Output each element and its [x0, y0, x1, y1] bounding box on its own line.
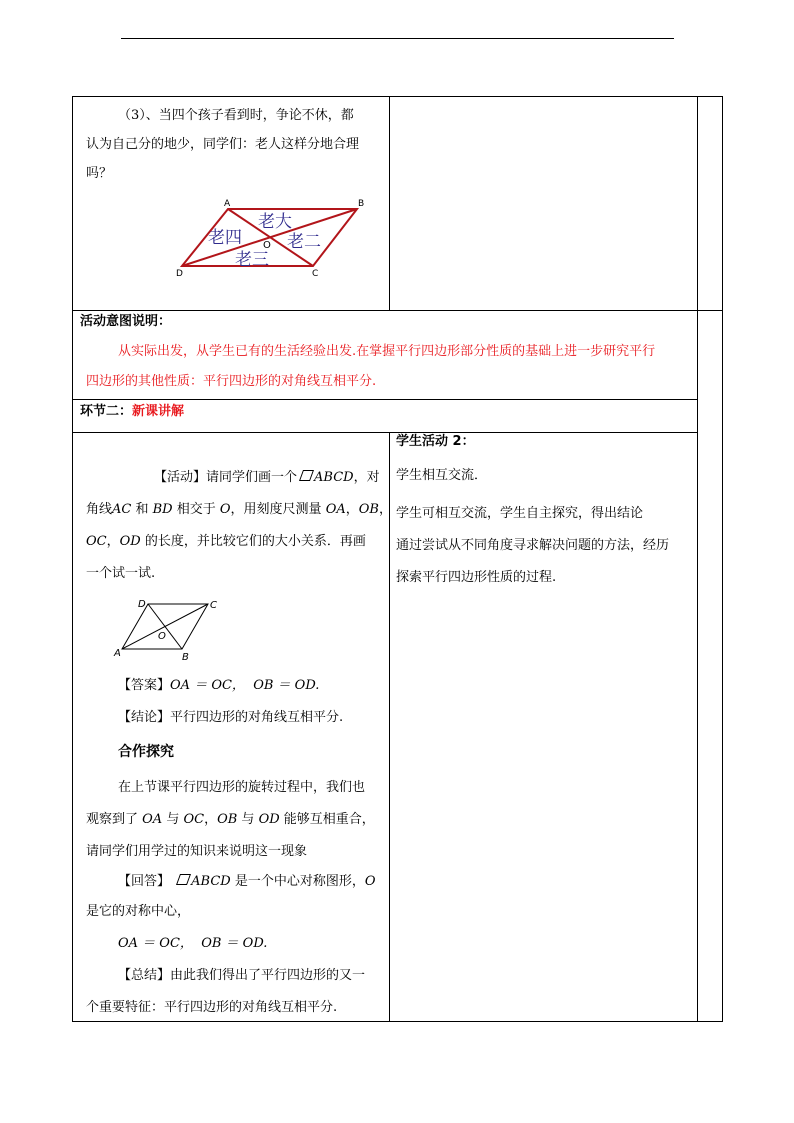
activity-text: ，	[106, 534, 120, 549]
coop-text: 与	[162, 812, 184, 827]
center-o-label: O	[158, 631, 166, 642]
section-2-label: 环节二：	[80, 404, 133, 419]
activity-line-2	[86, 494, 392, 526]
question-line-2: 认为自己分的地少，同学们：老人这样分地合理	[86, 137, 360, 152]
vertex-b-label: B	[358, 199, 365, 209]
reply-eq-2: OB ＝ OD.	[201, 936, 268, 951]
student-activity-line-4: 探索平行四边形性质的过程.	[396, 570, 557, 585]
coop-line-2	[86, 804, 375, 836]
coop-title: 合作探究	[118, 744, 174, 760]
activity-text: 角线	[86, 502, 113, 517]
coop-var: OB	[217, 812, 238, 827]
activity-text: ，	[345, 502, 359, 517]
coop-text: 观察到了	[86, 812, 143, 827]
conclusion-tag: 【结论】	[118, 710, 171, 725]
intent-heading: 活动意图说明：	[80, 314, 172, 329]
vertex-c-label: C	[210, 600, 217, 611]
parallelogram-symbol-icon	[299, 470, 314, 481]
region-left-label: 老四	[208, 228, 242, 248]
coop-var: OC	[183, 812, 205, 827]
activity-text: 请同学们画一个	[206, 470, 298, 485]
parallelogram-abcd-figure	[110, 594, 230, 664]
reply-line-1	[118, 866, 376, 898]
question-line-3: 吗？	[86, 166, 113, 181]
reply-var-o: O	[364, 874, 376, 889]
conclusion-line	[118, 702, 343, 734]
coop-line-1: 在上节课平行四边形的旋转过程中，我们也	[118, 780, 366, 795]
activity-text: ，对	[353, 470, 380, 485]
reply-line-3	[118, 928, 267, 960]
activity-text: 的长度，并比较它们的大小关系．再画	[140, 534, 366, 549]
activity-line-4: 一个试一试.	[86, 566, 156, 581]
vertex-d-label: D	[176, 269, 183, 279]
right-margin-column-line	[697, 96, 698, 1022]
student-activity-line-1: 学生相互交流．	[396, 468, 488, 483]
activity-var: O	[219, 502, 231, 517]
student-activity-line-2: 学生可相互交流，学生自主探究，得出结论	[396, 506, 644, 521]
answer-tag: 【答案】	[118, 678, 171, 693]
reply-eq-1: OA ＝ OC，	[118, 936, 193, 951]
question-line-1: （3）、当四个孩子看到时，争论不休，都	[118, 108, 354, 123]
summary-line-1	[118, 960, 365, 992]
activity-tag: 【活动】	[154, 470, 207, 485]
land-division-figure	[170, 194, 375, 284]
section-2-title: 新课讲解	[132, 404, 185, 419]
reply-abcd: ABCD	[191, 874, 231, 889]
coop-var: OD	[258, 812, 280, 827]
activity-line-3	[86, 526, 366, 558]
intent-line-1: 从实际出发，从学生已有的生活经验出发.在掌握平行四边形部分性质的基础上进一步研究平行	[118, 344, 656, 359]
reply-text: 是一个中心对称图形，	[230, 874, 365, 889]
vertex-d-label: D	[138, 599, 146, 610]
activity-text: ，用刻度尺测量	[230, 502, 326, 517]
summary-text: 由此我们得出了平行四边形的又一	[170, 968, 366, 983]
activity-var: BD	[152, 502, 173, 517]
student-activity-title: 学生活动 2：	[396, 434, 475, 449]
coop-text: ，	[204, 812, 218, 827]
vertex-c-label: C	[312, 269, 319, 279]
row-divider-3	[72, 432, 697, 433]
top-column-divider	[389, 96, 390, 310]
vertex-b-label: B	[182, 652, 189, 663]
coop-text: 与	[237, 812, 259, 827]
intent-line-2: 四边形的其他性质：平行四边形的对角线互相平分.	[86, 374, 377, 389]
activity-var: OD	[119, 534, 141, 549]
coop-var: OA	[142, 812, 163, 827]
reply-line-2: 是它的对称中心，	[86, 904, 191, 919]
coop-text: 能够互相重合，	[279, 812, 375, 827]
answer-eq-1: OA ＝ OC，	[170, 678, 245, 693]
activity-text: 相交于	[172, 502, 220, 517]
vertex-a-label: A	[114, 648, 121, 659]
header-rule	[121, 38, 674, 39]
section-2-heading	[80, 396, 184, 428]
region-right-label: 老二	[287, 232, 321, 252]
coop-line-3: 请同学们用学过的知识来说明这一现象	[86, 844, 308, 859]
activity-line-1	[154, 462, 380, 494]
parallelogram-symbol-icon	[176, 874, 191, 885]
region-top-label: 老大	[258, 212, 292, 232]
reply-tag: 【回答】	[118, 874, 171, 889]
answer-line	[118, 670, 319, 702]
activity-var: AC	[112, 502, 132, 517]
student-activity-line-3: 通过尝试从不同角度寻求解决问题的方法，经历	[396, 538, 670, 553]
region-bottom-label: 老三	[235, 250, 269, 270]
activity-var: OA	[325, 502, 346, 517]
conclusion-text: 平行四边形的对角线互相平分.	[170, 710, 344, 725]
activity-var: OB	[358, 502, 379, 517]
activity-text: ，	[378, 502, 392, 517]
answer-eq-2: OB ＝ OD.	[253, 678, 320, 693]
summary-line-2: 个重要特征：平行四边形的对角线互相平分.	[86, 1000, 338, 1015]
vertex-a-label: A	[224, 199, 231, 209]
activity-text: 和	[131, 502, 153, 517]
activity-abcd: ABCD	[314, 470, 354, 485]
activity-var: OC	[86, 534, 107, 549]
summary-tag: 【总结】	[118, 968, 171, 983]
center-o-label: O	[263, 240, 271, 251]
